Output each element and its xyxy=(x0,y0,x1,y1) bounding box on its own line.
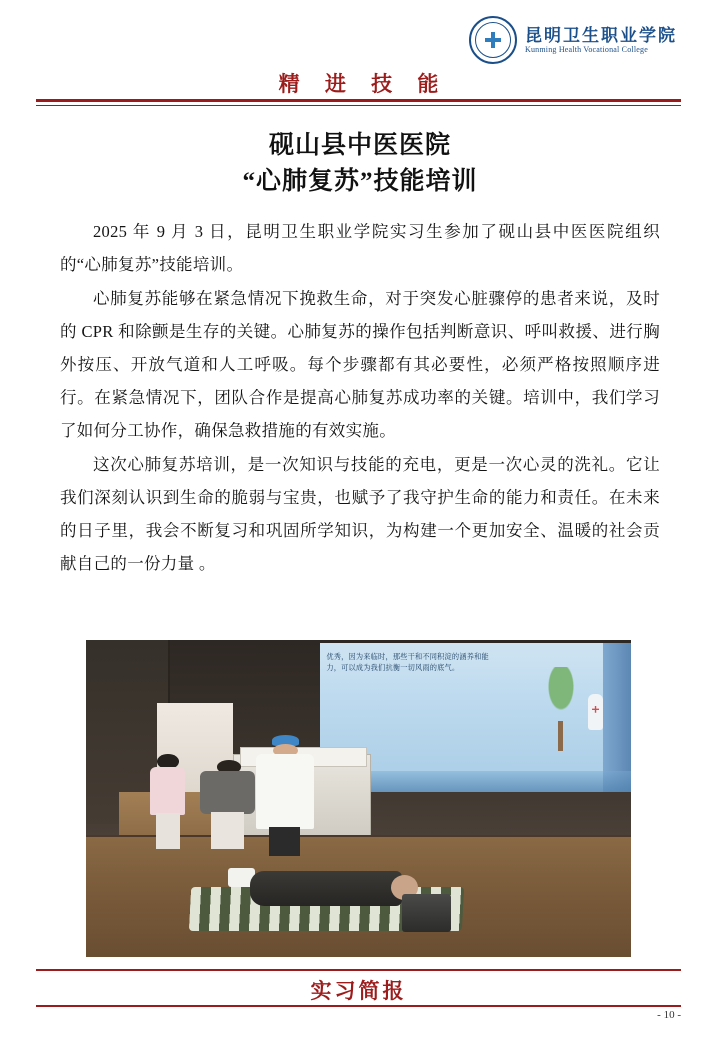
medical-cross-icon xyxy=(485,32,501,48)
photo-screen-tree xyxy=(541,667,581,723)
footer-rule-bottom xyxy=(36,1005,681,1007)
photo-person-student xyxy=(200,760,255,849)
college-name-en: Kunming Health Vocational College xyxy=(525,45,648,55)
college-name-block xyxy=(525,26,677,55)
header-band xyxy=(36,68,681,102)
photo-screen-figure xyxy=(588,694,603,730)
photo-person-doctor xyxy=(255,735,315,855)
photo-person-body xyxy=(150,767,185,815)
footer xyxy=(36,969,681,1021)
photo-person-legs xyxy=(211,812,244,849)
footer-title: 实习简报 xyxy=(310,979,407,1003)
photo-person-white-coat xyxy=(256,754,314,829)
photo-person-body xyxy=(200,771,255,814)
photo-equipment-bag xyxy=(402,894,451,932)
training-photo xyxy=(86,640,631,957)
photo-person-nurse xyxy=(146,754,190,849)
photo-scene xyxy=(86,640,631,957)
footer-rule-top xyxy=(36,969,681,971)
photo-person-legs xyxy=(156,813,180,849)
masthead xyxy=(469,16,677,64)
article xyxy=(60,128,660,581)
photo-person-legs xyxy=(269,827,300,856)
page-number: - 10 - xyxy=(657,1009,681,1021)
article-paragraph: 2025 年 9 月 3 日，昆明卫生职业学院实习生参加了砚山县中医医院组织的“心肺复苏”技能培训。 xyxy=(60,221,660,274)
college-name-cn: 昆明卫生职业学院 xyxy=(525,25,677,45)
photo-screen-tree-trunk xyxy=(558,721,563,751)
article-title xyxy=(60,128,660,201)
article-title-line-2: “心肺复苏”技能培训 xyxy=(242,168,478,196)
college-logo-icon xyxy=(469,16,517,64)
logo-inner-ring xyxy=(475,22,511,58)
article-title-line-1: 砚山县中医医院 xyxy=(268,132,451,159)
photo-person-lying xyxy=(250,871,403,906)
photo-screen-stripe xyxy=(603,643,631,792)
header-rule-thick xyxy=(36,99,681,102)
section-title: 精 进 技 能 xyxy=(278,72,449,96)
article-paragraph: 这次心肺复苏培训，是一次知识与技能的充电，更是一次心灵的洗礼。它让我们深刻认识到生命的脆弱与宝贵，也赋予了我守护生命的能力和责任。在未来的日子里，我会不断复习和巩固所学知识，为构建一个更加安全、温暖的社会贡献自己的一份力量 。 xyxy=(60,454,660,573)
header-rule-thin xyxy=(36,105,681,106)
photo-screen-text: 优秀，因为来临时，那些干和不同积淀的涵养和能力，可以成为我们抗衡一切风雨的底气。 xyxy=(326,652,489,673)
article-body xyxy=(60,215,660,580)
article-paragraph: 心肺复苏能够在紧急情况下挽救生命，对于突发心脏骤停的患者来说，及时的 CPR 和除颤是生存的关键。心肺复苏的操作包括判断意识、呼叫救援、进行胸外按压、开放气道和人工呼吸。每个步骤都有其必要性，必须严格按照顺序进行。在紧急情况下，团队合作是提高心肺复苏成功率的关键。培训中，我们学习了如何分工协作，确保急救措施的有效实施。 xyxy=(60,288,660,440)
